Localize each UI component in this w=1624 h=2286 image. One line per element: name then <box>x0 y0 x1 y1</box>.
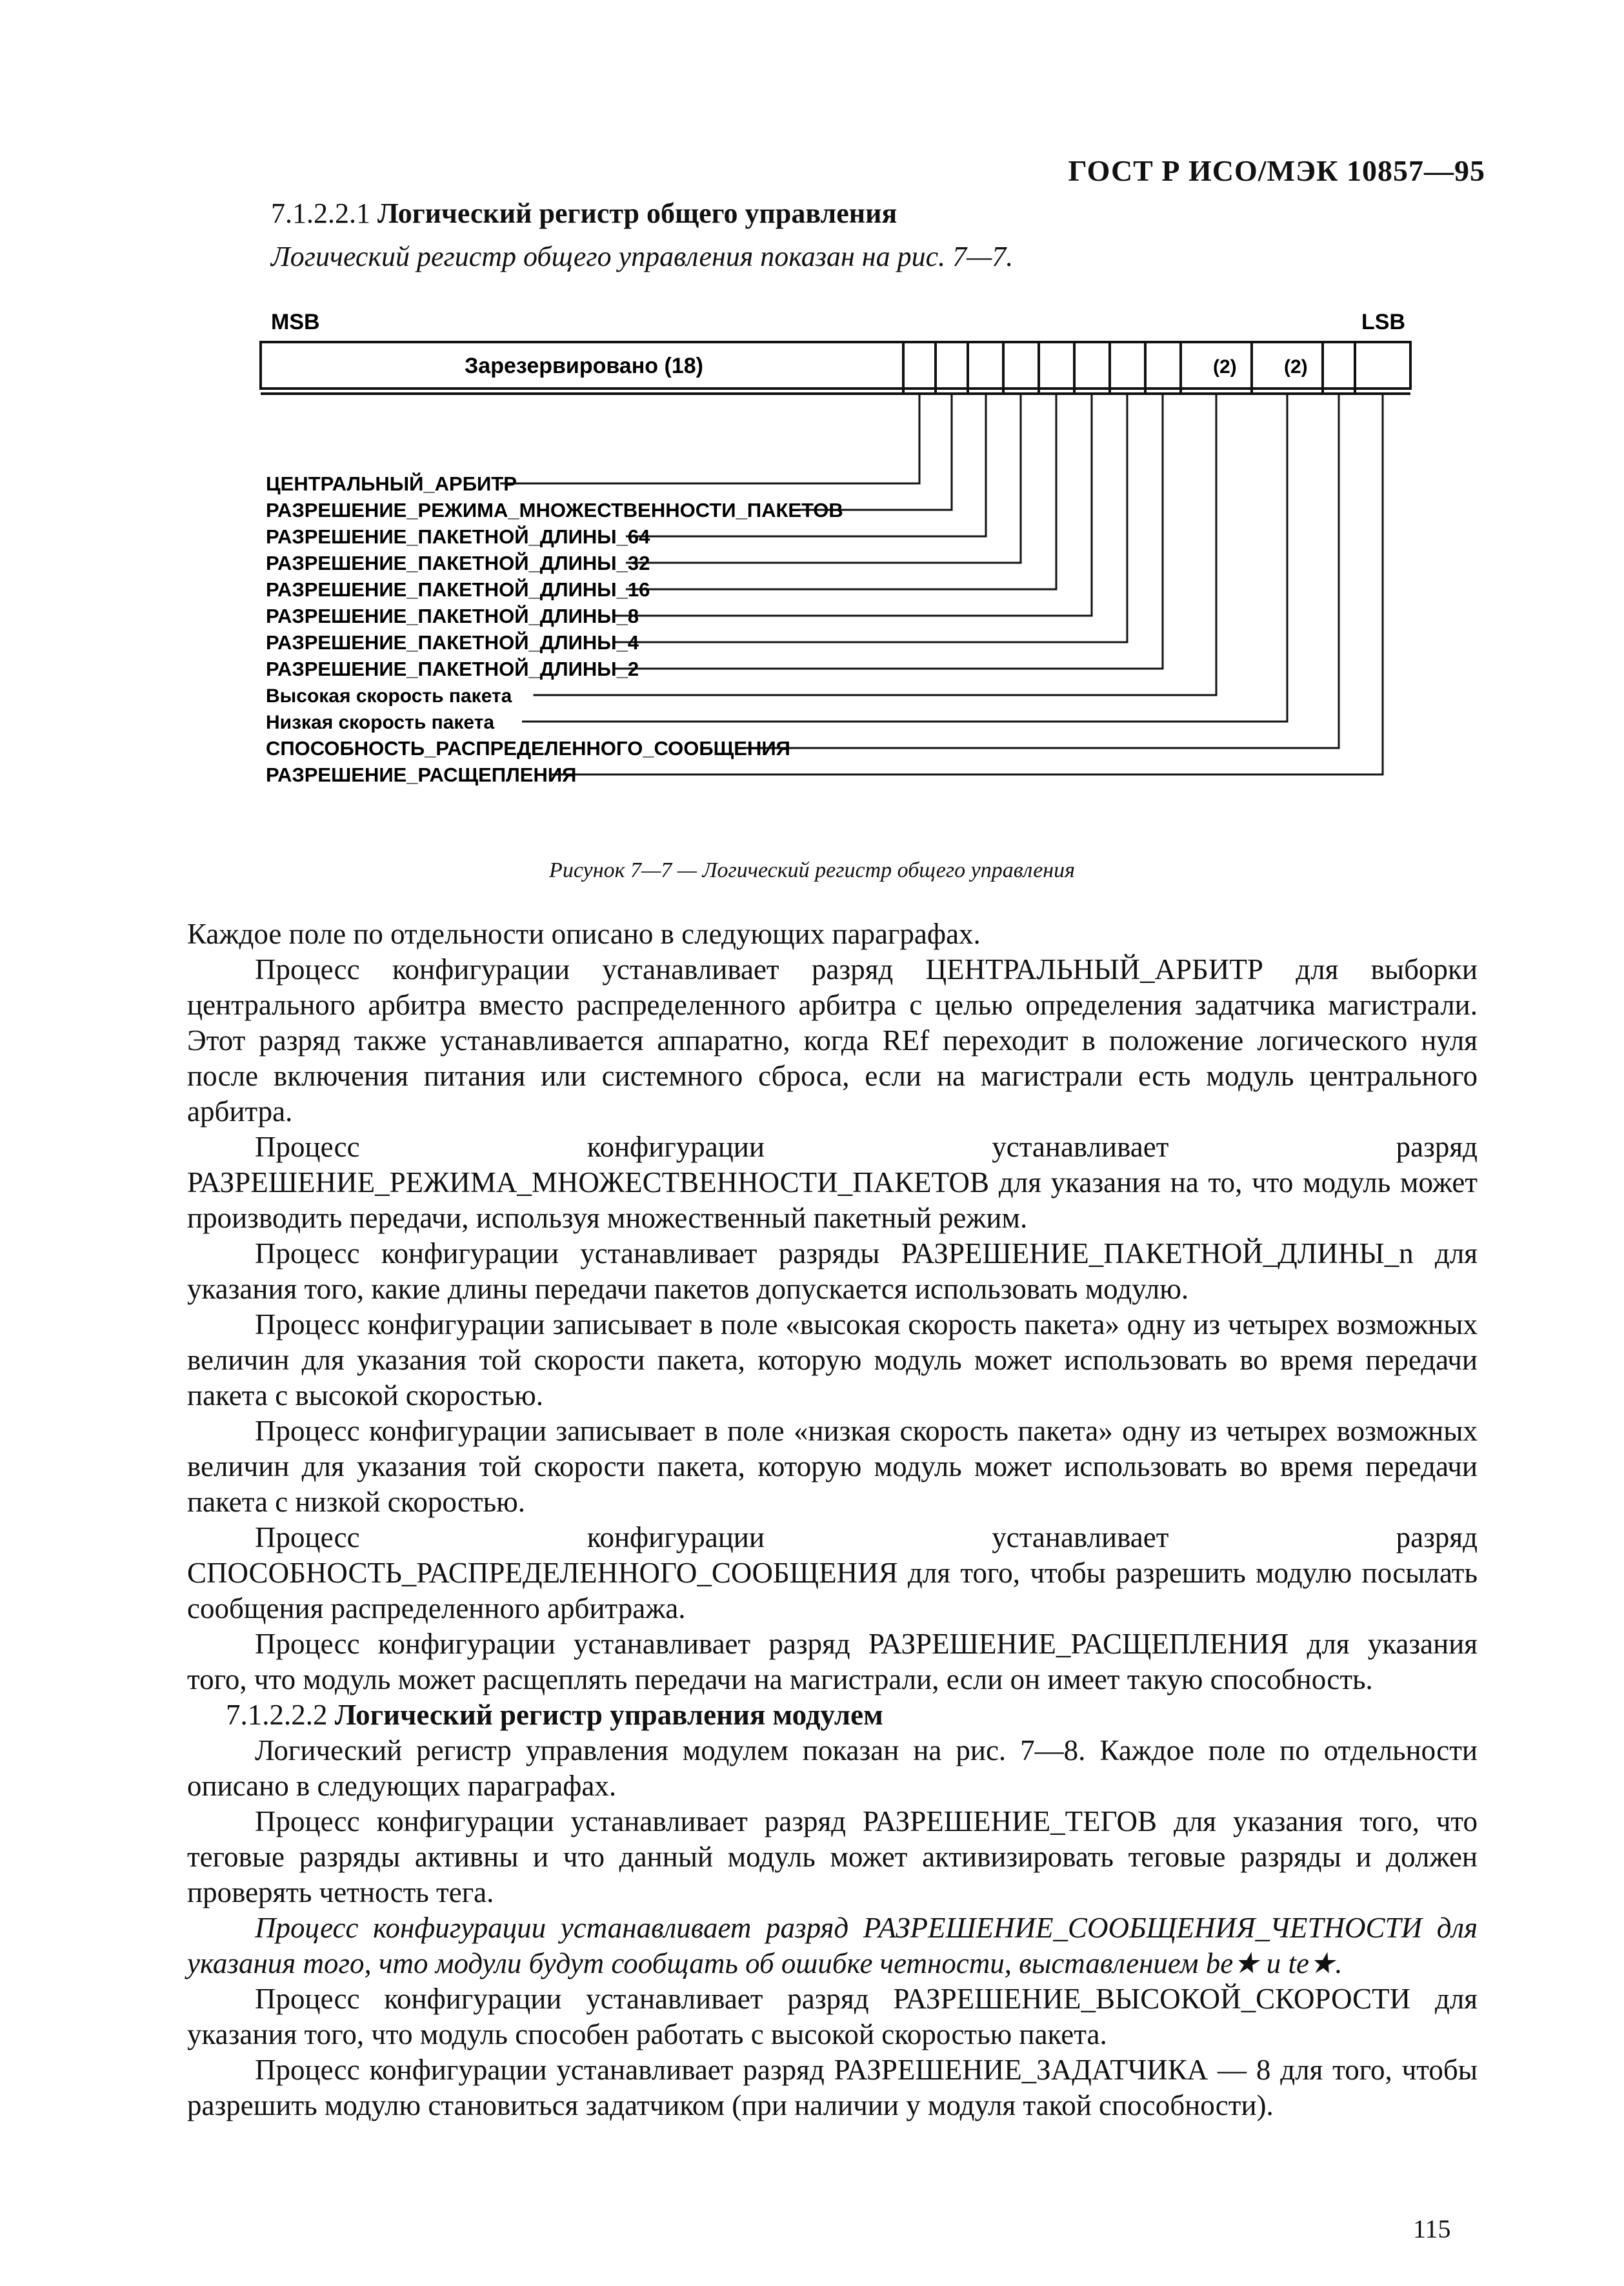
body-text <box>187 916 1478 2123</box>
document-header: ГОСТ Р ИСО/МЭК 10857—95 <box>1068 154 1485 187</box>
paragraph: Процесс конфигурации устанавливает разряд РАЗРЕШЕНИЕ_ТЕГОВ для указания того, что теговые разряды активны и что данный модуль может активизировать теговые разряды и должен проверять четность тега. <box>187 1805 1478 1908</box>
field-label-11: РАЗРЕШЕНИЕ_РАСЩЕПЛЕНИЯ <box>266 764 577 786</box>
paragraph: Каждое поле по отдельности описано в следующих параграфах. <box>187 918 981 950</box>
field-label-1: РАЗРЕШЕНИЕ_РЕЖИМА_МНОЖЕСТВЕННОСТИ_ПАКЕТОВ <box>266 499 843 521</box>
figure-caption: Рисунок 7—7 — Логический регистр общего управления <box>549 858 1075 882</box>
field-label-7: РАЗРЕШЕНИЕ_ПАКЕТНОЙ_ДЛИНЫ_2 <box>266 658 639 680</box>
reserved-field-label: Зарезервировано (18) <box>465 354 703 378</box>
width2-label-b: (2) <box>1284 356 1308 378</box>
paragraph: Процесс конфигурации устанавливает разряд РАЗРЕШЕНИЕ_РАСЩЕПЛЕНИЯ для указания того, что модуль может расщеплять передачи на магистрали, если он имеет такую способность. <box>187 1628 1478 1695</box>
subsection-title: Логический регистр управления модулем <box>334 1699 883 1731</box>
leader-line-4 <box>626 394 1056 589</box>
paragraph: Процесс конфигурации устанавливает разряд РАЗРЕШЕНИЕ_СООБЩЕНИЯ_ЧЕТНОСТИ для указания того, что модули будут сообщать об ошибке четности, выставлением be★ и te★. <box>187 1912 1478 1979</box>
field-label-9: Низкая скорость пакета <box>266 712 495 733</box>
field-label-4: РАЗРЕШЕНИЕ_ПАКЕТНОЙ_ДЛИНЫ_16 <box>266 578 650 601</box>
section-number: 7.1.2.2.1 <box>271 197 370 229</box>
paragraph: Процесс конфигурации устанавливает разряд РАЗРЕШЕНИЕ_ЗАДАТЧИКА — 8 для того, чтобы разрешить модулю становиться задатчиком (при наличии у модуля такой способности). <box>187 2054 1478 2121</box>
subsection-heading <box>226 1697 1478 1733</box>
field-label-6: РАЗРЕШЕНИЕ_ПАКЕТНОЙ_ДЛИНЫ_4 <box>266 631 639 654</box>
leader-line-1 <box>790 394 952 510</box>
paragraph: Логический регистр управления модулем показан на рис. 7—8. Каждое поле по отдельности описано в следующих параграфах. <box>187 1734 1478 1802</box>
paragraph: Процесс конфигурации устанавливает разряд РАЗРЕШЕНИЕ_ВЫСОКОЙ_СКОРОСТИ для указания того, что модуль способен работать с высокой скоростью пакета. <box>187 1983 1478 2050</box>
section-title <box>271 197 897 230</box>
leader-line-3 <box>626 394 1021 563</box>
field-label-8: Высокая скорость пакета <box>266 685 512 707</box>
field-label-5: РАЗРЕШЕНИЕ_ПАКЕТНОЙ_ДЛИНЫ_8 <box>266 605 639 627</box>
paragraph: Процесс конфигурации устанавливает разряд ЦЕНТРАЛЬНЫЙ_АРБИТР для выборки центрального арбитра вместо распределенного арбитра с целью определения задатчика магистрали. Этот разряд также устанавливается аппаратно, когда REf переходит в положение логического нуля после включения питания или системного сброса, если на магистрали есть модуль центрального арбитра. <box>187 953 1478 1128</box>
msb-label: MSB <box>271 310 320 334</box>
register-diagram <box>0 303 1624 820</box>
field-labels <box>266 472 843 786</box>
paragraph: Процесс конфигурации устанавливает разряды РАЗРЕШЕНИЕ_ПАКЕТНОЙ_ДЛИНЫ_n для указания того, какие длины передачи пакетов допускается использовать модулю. <box>187 1237 1478 1305</box>
leader-line-11 <box>550 394 1383 774</box>
subsection-number: 7.1.2.2.2 <box>226 1699 328 1731</box>
section-intro: Логический регистр общего управления показан на рис. 7—7. <box>271 241 1014 272</box>
field-label-2: РАЗРЕШЕНИЕ_ПАКЕТНОЙ_ДЛИНЫ_64 <box>266 525 650 548</box>
field-label-3: РАЗРЕШЕНИЕ_ПАКЕТНОЙ_ДЛИНЫ_32 <box>266 552 650 574</box>
paragraph: Процесс конфигурации устанавливает разряд РАЗРЕШЕНИЕ_РЕЖИМА_МНОЖЕСТВЕННОСТИ_ПАКЕТОВ для указания на то, что модуль может производить передачи, используя множественный пакетный режим. <box>187 1131 1478 1234</box>
leader-line-0 <box>500 394 919 483</box>
section-title-text: Логический регистр общего управления <box>377 197 897 229</box>
paragraph: Процесс конфигурации устанавливает разряд СПОСОБНОСТЬ_РАСПРЕДЕЛЕННОГО_СООБЩЕНИЯ для того, чтобы разрешить модулю посылать сообщения распределенного арбитража. <box>187 1521 1478 1624</box>
register-box <box>261 342 1410 389</box>
lsb-label: LSB <box>1361 310 1405 334</box>
field-label-10: СПОСОБНОСТЬ_РАСПРЕДЕЛЕННОГО_СООБЩЕНИЯ <box>266 737 790 760</box>
leader-line-7 <box>614 394 1163 669</box>
field-label-0: ЦЕНТРАЛЬНЫЙ_АРБИТР <box>266 472 517 495</box>
page-number: 115 <box>1413 2214 1451 2243</box>
paragraph: Процесс конфигурации записывает в поле «высокая скорость пакета» одну из четырех возможных величин для указания той скорости пакета, которую модуль может использовать во время передачи пакета с высокой скоростью. <box>187 1308 1478 1411</box>
paragraph: Процесс конфигурации записывает в поле «низкая скорость пакета» одну из четырех возможных величин для указания той скорости пакета, которую модуль может использовать во время передачи пакета с низкой скоростью. <box>187 1415 1478 1518</box>
width2-label-a: (2) <box>1213 356 1237 378</box>
